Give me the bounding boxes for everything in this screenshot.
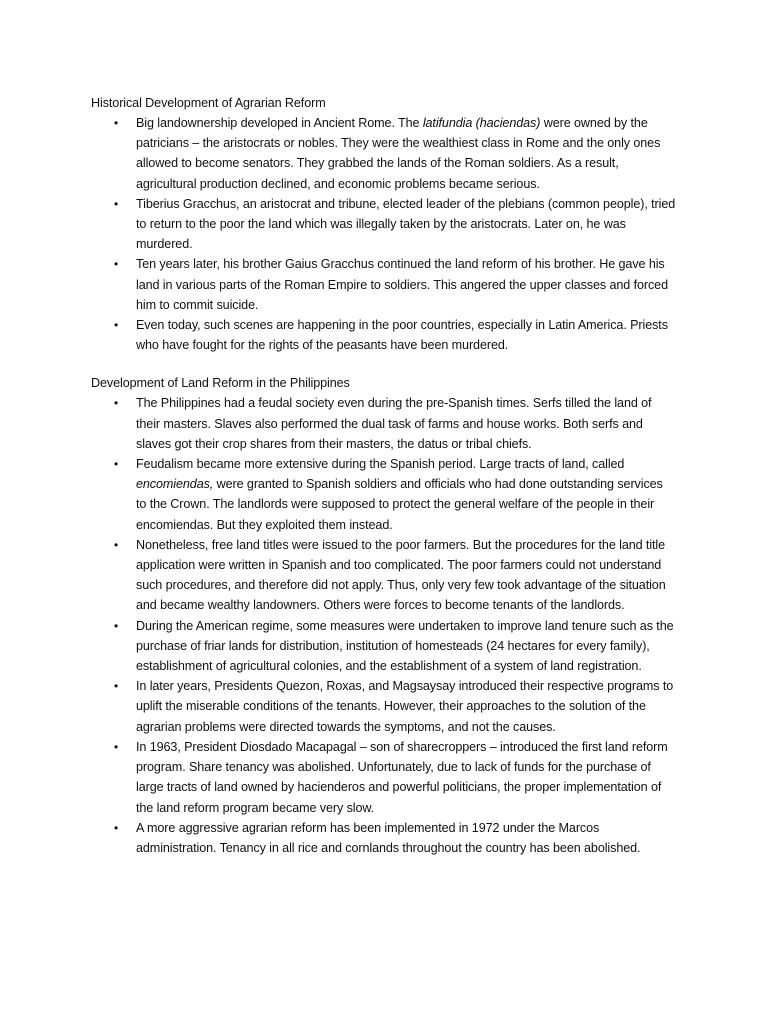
list-item: • In later years, Presidents Quezon, Roxas, and Magsaysay introduced their respective programs to uplift the miserable conditions of the tenants. However, their approaches to the solution of the agrarian problems were directed towards the symptoms, and not the causes. <box>136 676 676 737</box>
bullet-icon: • <box>114 820 119 835</box>
bullet-icon: • <box>114 396 119 411</box>
bullet-icon: • <box>114 739 119 754</box>
list-item: • Tiberius Gracchus, an aristocrat and tribune, elected leader of the plebians (common people), tried to return to the poor the land which was illegally taken by the aristocrats. Later on, he was murdered. <box>136 194 676 255</box>
list-item: • Big landownership developed in Ancient Rome. The latifundia (haciendas) were owned by the patricians – the aristocrats or nobles. They were the wealthiest class in Rome and the only ones allowed to become senators. They grabbed the lands of the Roman soldiers. As a result, agricultural production declined, and economic problems became serious. <box>136 113 676 194</box>
list-item: • Feudalism became more extensive during the Spanish period. Large tracts of land, called encomiendas, were granted to Spanish soldiers and officials who had done outstanding services to the Crown. The landlords were supposed to protect the general welfare of the people in their encomiendas. But they exploited them instead. <box>136 454 676 535</box>
bullet-icon: • <box>114 679 119 694</box>
list-item: • A more aggressive agrarian reform has been implemented in 1972 under the Marcos administration. Tenancy in all rice and cornlands throughout the country has been abolished. <box>136 818 676 858</box>
list-item: • Ten years later, his brother Gaius Gracchus continued the land reform of his brother. He gave his land in various parts of the Roman Empire to soldiers. This angered the upper classes and forced him to commit suicide. <box>136 254 676 315</box>
list-item: • During the American regime, some measures were undertaken to improve land tenure such as the purchase of friar lands for distribution, institution of homesteads (24 hectares for every family), establishment of agricultural colonies, and the establishment of a system of land registration. <box>136 616 676 677</box>
list-item: • In 1963, President Diosdado Macapagal – son of sharecroppers – introduced the first land reform program. Share tenancy was abolished. Unfortunately, due to lack of funds for the purchase of large tracts of land owned by hacienderos and powerful politicians, the proper implementation of the land reform program became very slow. <box>136 737 676 818</box>
bullet-list-philippines-land-reform <box>0 393 768 858</box>
bullet-icon: • <box>114 116 119 130</box>
bullet-icon: • <box>114 257 119 272</box>
bullet-icon: • <box>114 618 119 633</box>
bullet-list-agrarian-history <box>0 113 768 355</box>
list-item: • Nonetheless, free land titles were issued to the poor farmers. But the procedures for the land title application were written in Spanish and too complicated. The poor farmers could not understand such procedures, and therefore did not apply. Thus, only very few took advantage of the situation and became wealthy landowners. Others were forces to become tenants of the landlords. <box>136 535 676 616</box>
section-heading-agrarian-history: Historical Development of Agrarian Reform <box>91 96 326 110</box>
bullet-icon: • <box>114 318 119 333</box>
bullet-icon: • <box>114 196 119 211</box>
bullet-icon: • <box>114 537 119 552</box>
list-item: • The Philippines had a feudal society even during the pre-Spanish times. Serfs tilled the land of their masters. Slaves also performed the dual task of farms and house works. Both serfs and slaves got their crop shares from their masters, the datus or tribal chiefs. <box>136 393 676 454</box>
bullet-icon: • <box>114 457 119 472</box>
list-item: • Even today, such scenes are happening in the poor countries, especially in Latin America. Priests who have fought for the rights of the peasants have been murdered. <box>136 315 676 355</box>
section-heading-philippines-land-reform: Development of Land Reform in the Philippines <box>91 376 350 391</box>
